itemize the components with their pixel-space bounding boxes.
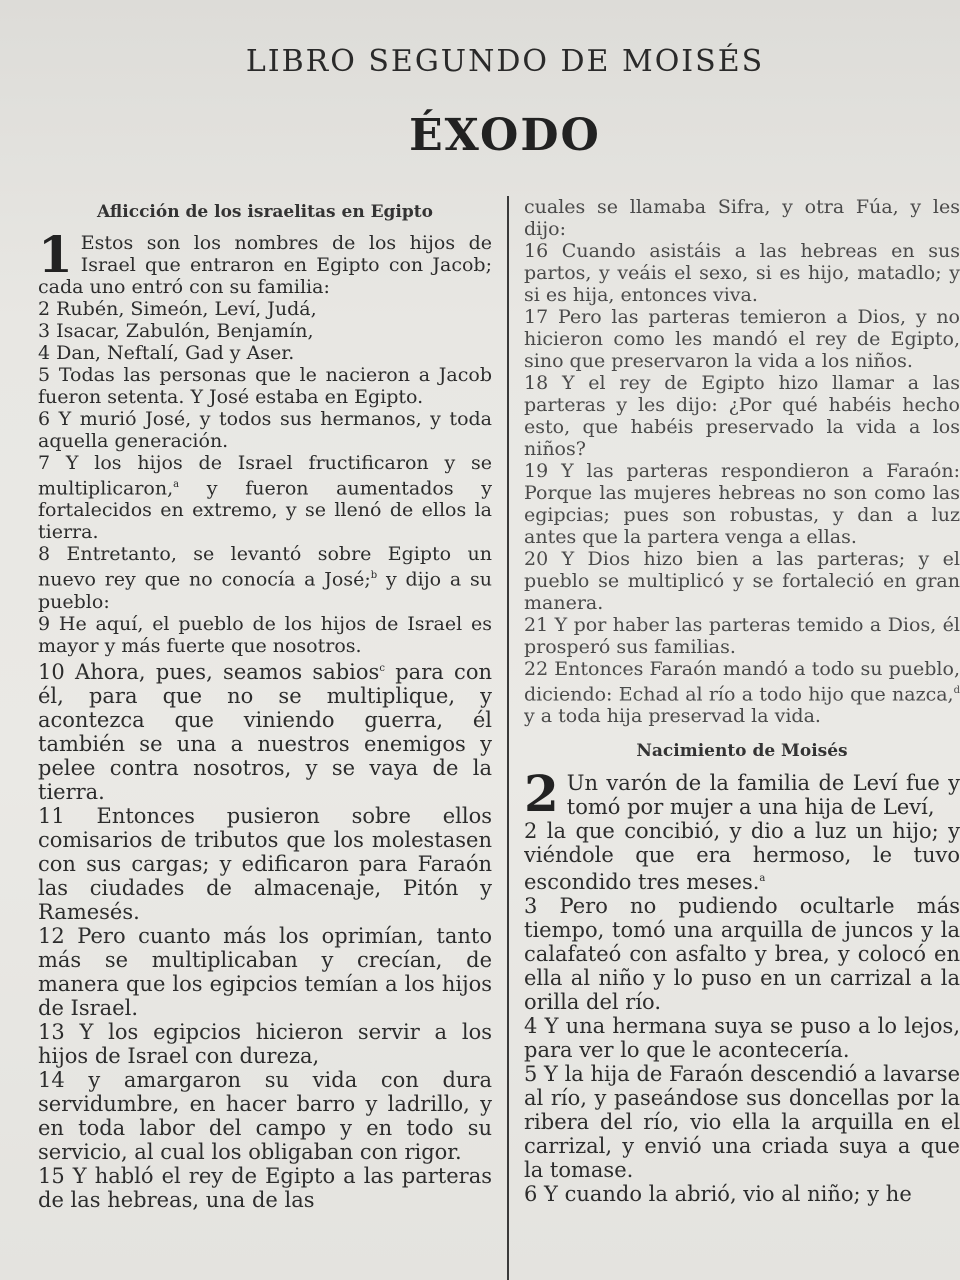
verse-1-5: 5 Todas las personas que le nacieron a Jacob fueron setenta. Y José estaba en Egipto. — [38, 364, 492, 408]
verse-text: 7 Y los hijos de Israel fructificaron y se multiplicaron, — [38, 452, 492, 500]
left-column — [38, 196, 492, 1280]
footnote-mark: d — [953, 685, 960, 696]
verse-1-15-cont: cuales se llamaba Sifra, y otra Fúa, y les dijo: — [524, 196, 960, 240]
verse-text: y a toda hija preservad la vida. — [524, 705, 821, 728]
verse-1-14: 14 y amargaron su vida con dura servidumbre, en hacer barro y ladrillo, y en toda labor del campo y en todo su servicio, al cual los obligaban con rigor. — [38, 1067, 492, 1164]
column-divider — [507, 196, 509, 1280]
verse-1-17: 17 Pero las parteras temieron a Dios, y no hicieron como les mandó el rey de Egipto, sino que preservaron la vida a los niños. — [524, 306, 960, 372]
verse-text: Estos son los nombres de los hijos de Israel que entraron en Egipto con Jacob; cada uno entró con su familia: — [38, 232, 492, 298]
verse-1-11: 11 Entonces pusieron sobre ellos comisarios de tributos que los molestasen con sus cargas; y edificaron para Faraón las ciudades de almacenaje, Pitón y Ramesés. — [38, 803, 492, 924]
verse-1-16: 16 Cuando asistáis a las hebreas en sus partos, y veáis el sexo, si es hijo, matadlo; y si es hija, entonces viva. — [524, 240, 960, 306]
section-heading: Nacimiento de Moisés — [636, 741, 848, 762]
verse-1-21: 21 Y por haber las parteras temido a Dios, él prosperó sus familias. — [524, 614, 960, 658]
verse-1-13: 13 Y los egipcios hicieron servir a los hijos de Israel con dureza, — [38, 1019, 492, 1068]
chapter-number: 2 — [524, 764, 559, 824]
bleed-through-text — [0, 0, 960, 40]
footnote-mark: b — [370, 570, 378, 582]
verse-1-18: 18 Y el rey de Egipto hizo llamar a las parteras y les dijo: ¿Por qué habéis hecho esto, que habéis preservado la vida a los niños? — [524, 372, 960, 460]
verse-1-10 — [38, 657, 492, 804]
section-heading: Aflicción de los israelitas en Egipto — [97, 202, 433, 222]
book-title: LIBRO SEGUNDO DE MOISÉS — [245, 44, 765, 79]
verse-1-15: 15 Y habló el rey de Egipto a las parteras de las hebreas, una de las — [38, 1163, 492, 1212]
verse-1-7 — [38, 452, 492, 543]
verse-1-4: 4 Dan, Neftalí, Gad y Aser. — [38, 342, 295, 364]
verse-2-2 — [524, 819, 960, 894]
verse-2-1 — [524, 764, 960, 824]
verse-1-19: 19 Y las parteras respondieron a Faraón: Porque las mujeres hebreas no son como las egipcias; pues son robustas, y dan a luz antes que la partera venga a ellas. — [524, 460, 960, 548]
verse-text: 2 la que concibió, y dio a luz un hijo; y viéndole que era hermoso, le tuvo escondido tres meses. — [524, 819, 960, 895]
verse-1-12: 12 Pero cuanto más los oprimían, tanto más se multiplicaban y crecían, de manera que los egipcios temían a los hijos de Israel. — [38, 923, 492, 1020]
footnote-mark: a — [759, 873, 766, 885]
verse-1-3: 3 Isacar, Zabulón, Benjamín, — [38, 320, 314, 342]
main-title: ÉXODO — [409, 110, 601, 161]
verse-2-3: 3 Pero no pudiendo ocultarle más tiempo, tomó una arquilla de juncos y la calafateó con asfalto y brea, y colocó en ella al niño y lo puso en un carrizal a la orilla del río. — [524, 894, 960, 1015]
chapter-number: 1 — [38, 225, 73, 284]
verse-1-8 — [38, 543, 492, 612]
verse-2-5: 5 Y la hija de Faraón descendió a lavarse al río, y paseándose sus doncellas por la ribera del río, vio ella la arquilla en el carrizal, y envió una criada suya a que la tomase. — [524, 1062, 960, 1183]
verse-text: 10 Ahora, pues, seamos sabios — [38, 659, 380, 684]
verse-text: y fueron aumentados y fortalecidos en extremo, y se llenó de ellos la tierra. — [38, 477, 492, 544]
right-column-upper — [524, 196, 960, 727]
verse-1-9: 9 He aquí, el pueblo de los hijos de Israel es mayor y más fuerte que nosotros. — [38, 612, 492, 657]
verse-text: y dijo a su pueblo: — [38, 568, 492, 613]
verse-text: para con él, para que no se multiplique, y acontezca que viniendo guerra, él también se una a nuestros enemigos y pelee contra nosotros, y se vaya de la tierra. — [38, 659, 492, 804]
verse-1-1 — [38, 225, 492, 298]
verse-1-20: 20 Y Dios hizo bien a las parteras; y el pueblo se multiplicó y se fortaleció en gran manera. — [524, 548, 960, 614]
left-column-lower — [38, 657, 492, 1212]
verse-1-6: 6 Y murió José, y todos sus hermanos, y toda aquella generación. — [38, 408, 492, 452]
right-column-lower — [524, 764, 960, 1207]
right-column — [524, 196, 960, 1280]
footnote-mark: c — [379, 662, 385, 674]
verse-2-6: 6 Y cuando la abrió, vio al niño; y he — [524, 1182, 912, 1207]
verse-text: 8 Entretanto, se levantó sobre Egipto un nuevo rey que no conocía a José; — [38, 543, 492, 591]
verse-2-4: 4 Y una hermana suya se puso a lo lejos, para ver lo que le acontecería. — [524, 1014, 960, 1063]
verse-1-22 — [524, 658, 960, 727]
verse-1-2: 2 Rubén, Simeón, Leví, Judá, — [38, 298, 317, 320]
verse-text: Un varón de la familia de Leví fue y tomó por mujer a una hija de Leví, — [566, 771, 960, 820]
verse-text: 22 Entonces Faraón mandó a todo su pueblo, diciendo: Echad al río a todo hijo que nazca, — [524, 658, 960, 706]
footnote-mark: a — [173, 479, 180, 490]
